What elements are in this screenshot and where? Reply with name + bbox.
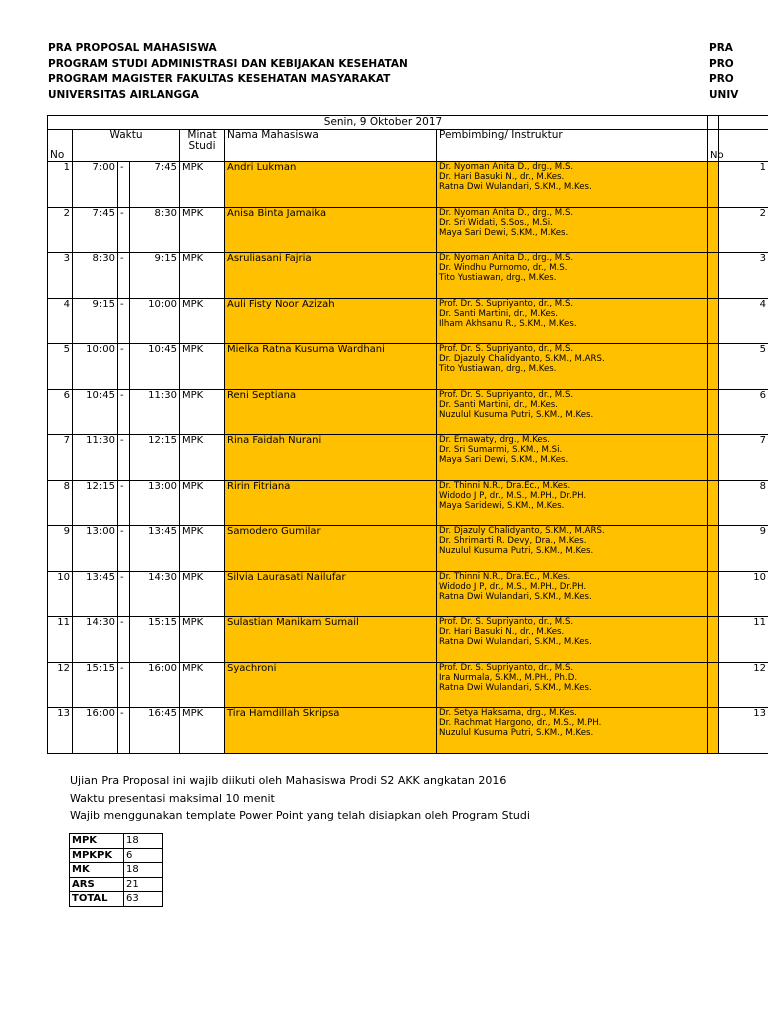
pembimbing-line: Maya Saridewi, S.KM., M.Kes. [439,500,565,511]
row-separator: - [118,435,130,481]
row-minat: MPK [180,480,225,526]
row-pembimbing [437,526,719,572]
pembimbing-line: Prof. Dr. S. Supriyanto, dr., M.S. [439,344,574,354]
row-nama: Silvia Laurasati Nailufar [225,571,437,617]
pembimbing-line: Dr. Nyoman Anita D., drg., M.S. [439,162,574,172]
row-start-time: 9:15 [73,298,118,344]
right-header-row [708,130,768,162]
col-header-minat-line1: Minat [187,129,217,141]
table-row [48,617,719,663]
pembimbing-line: Dr. Setya Haksama, drg., M.Kes. [439,708,577,718]
pembimbing-line: Dr. Thinni N.R., Dra.Ec., M.Kes. [439,480,571,491]
row-end-time: 8:30 [130,207,180,253]
row-no: 1 [48,162,73,208]
row-no: 13 [48,708,73,754]
right-row-no: 2 [708,207,768,253]
pembimbing-line: Dr. Ernawaty, drg., M.Kes. [439,435,550,445]
row-nama: Samodero Gumilar [225,526,437,572]
pembimbing-line: Dr. Shrimarti R. Devy, Dra., M.Kes. [439,536,587,546]
table-row [48,526,719,572]
row-no: 7 [48,435,73,481]
pembimbing-line: Dr. Nyoman Anita D., drg., M.S. [439,253,574,263]
pembimbing-line: Dr. Sri Sumarmi, S.KM., M.Si. [439,445,563,455]
summary-row [70,834,163,849]
pembimbing-line: Maya Sari Dewi, S.KM., M.Kes. [439,455,569,465]
right-table-row [708,389,768,435]
pembimbing-line: Nuzulul Kusuma Putri, S.KM., M.Kes. [439,728,594,738]
row-start-time: 15:15 [73,662,118,708]
right-row-no: 5 [708,344,768,390]
row-pembimbing [437,298,719,344]
col-header-no: No [48,130,73,162]
note-3: Wajib menggunakan template Power Point yang telah disiapkan oleh Program Studi [70,809,530,822]
row-no: 6 [48,389,73,435]
row-separator: - [118,480,130,526]
row-start-time: 13:45 [73,571,118,617]
row-end-time: 15:15 [130,617,180,663]
row-pembimbing [437,344,719,390]
right-table-row [708,480,768,526]
table-row [48,662,719,708]
row-minat: MPK [180,435,225,481]
header-right-1: PRA [709,42,733,54]
right-table-row [708,662,768,708]
row-nama: Andri Lukman [225,162,437,208]
row-start-time: 11:30 [73,435,118,481]
header-right-3: PRO [709,73,734,85]
row-separator: - [118,162,130,208]
summary-label: MPKPK [70,848,124,863]
summary-label: TOTAL [70,892,124,907]
pembimbing-line: Ratna Dwi Wulandari, S.KM., M.Kes. [439,637,592,647]
row-minat: MPK [180,207,225,253]
pembimbing-line: Ratna Dwi Wulandari, S.KM., M.Kes. [439,591,592,602]
col-header-minat [180,130,225,162]
pembimbing-line: Prof. Dr. S. Supriyanto, dr., M.S. [439,389,574,400]
row-pembimbing [437,662,719,708]
row-minat: MPK [180,162,225,208]
row-nama: Reni Septiana [225,389,437,435]
pembimbing-line: Ratna Dwi Wulandari, S.KM., M.Kes. [439,682,592,693]
table-row [48,344,719,390]
right-row-no: 11 [708,617,768,663]
pembimbing-line: Tito Yustiawan, drg., M.Kes. [439,273,557,283]
pembimbing-line: Ilham Akhsanu R., S.KM., M.Kes. [439,318,577,329]
table-row [48,207,719,253]
row-no: 10 [48,571,73,617]
right-date-row [708,116,768,130]
pembimbing-line: Maya Sari Dewi, S.KM., M.Kes. [439,227,569,238]
row-pembimbing [437,162,719,208]
row-pembimbing [437,617,719,663]
row-separator: - [118,389,130,435]
row-separator: - [118,708,130,754]
pembimbing-line: Prof. Dr. S. Supriyanto, dr., M.S. [439,617,574,627]
pembimbing-line: Nuzulul Kusuma Putri, S.KM., M.Kes. [439,546,594,556]
right-row-no: 6 [708,389,768,435]
row-no: 9 [48,526,73,572]
right-row-no: 9 [708,526,768,572]
row-nama: Ririn Fitriana [225,480,437,526]
row-no: 8 [48,480,73,526]
row-separator: - [118,617,130,663]
row-no: 11 [48,617,73,663]
table-row [48,253,719,299]
row-start-time: 13:00 [73,526,118,572]
row-nama: Tira Hamdillah Skripsa [225,708,437,754]
right-table-row [708,207,768,253]
pembimbing-line: Dr. Santi Martini, dr., M.Kes. [439,399,558,410]
right-table-row [708,253,768,299]
right-table-row [708,162,768,208]
row-minat: MPK [180,526,225,572]
summary-value: 18 [124,863,163,878]
header-line-4: UNIVERSITAS AIRLANGGA [48,88,199,101]
pembimbing-line: Dr. Hari Basuki N., dr., M.Kes. [439,627,565,637]
notes [70,772,530,825]
row-minat: MPK [180,253,225,299]
header-row [48,130,719,162]
pembimbing-line: Ira Nurmala, S.KM., M.PH., Ph.D. [439,672,578,683]
row-start-time: 7:45 [73,207,118,253]
summary-row [70,863,163,878]
row-pembimbing [437,708,719,754]
pembimbing-line: Tito Yustiawan, drg., M.Kes. [439,364,557,374]
header-line-3: PROGRAM MAGISTER FAKULTAS KESEHATAN MASYARAKAT [48,73,391,85]
summary-row [70,848,163,863]
row-separator: - [118,526,130,572]
right-date-cell [708,116,768,130]
right-row-no: 1 [708,162,768,208]
document-header [48,41,408,103]
pembimbing-line: Widodo J P, dr., M.S., M.PH., Dr.PH. [439,581,587,592]
pembimbing-line: Dr. Hari Basuki N., dr., M.Kes. [439,172,565,182]
summary-value: 18 [124,834,163,849]
col-header-nama: Nama Mahasiswa [225,130,437,162]
row-pembimbing [437,571,719,617]
note-2: Waktu presentasi maksimal 10 menit [70,791,275,805]
right-table-row [708,708,768,754]
summary-row [70,877,163,892]
row-nama: Rina Faidah Nurani [225,435,437,481]
pembimbing-line: Prof. Dr. S. Supriyanto, dr., M.S. [439,298,574,309]
right-table-row [708,617,768,663]
right-row-no: 7 [708,435,768,481]
header-line-2: PROGRAM STUDI ADMINISTRASI DAN KEBIJAKAN KESEHATAN [48,57,408,70]
pembimbing-line: Dr. Windhu Purnomo, dr., M.S. [439,263,568,273]
summary-value: 21 [124,877,163,892]
row-end-time: 9:15 [130,253,180,299]
pembimbing-line: Ratna Dwi Wulandari, S.KM., M.Kes. [439,182,592,192]
row-start-time: 12:15 [73,480,118,526]
row-end-time: 10:00 [130,298,180,344]
summary-row [70,892,163,907]
row-end-time: 12:15 [130,435,180,481]
summary-label: MPK [70,834,124,849]
right-table-row [708,526,768,572]
pembimbing-line: Dr. Rachmat Hargono, dr., M.S., M.PH. [439,718,602,728]
row-pembimbing [437,435,719,481]
row-separator: - [118,662,130,708]
row-nama: Sulastian Manikam Sumail [225,617,437,663]
header-right-4: UNIV [709,88,739,101]
right-row-no: 10 [708,571,768,617]
row-minat: MPK [180,571,225,617]
pembimbing-line: Dr. Nyoman Anita D., drg., M.S. [439,207,574,218]
row-pembimbing [437,480,719,526]
row-no: 5 [48,344,73,390]
row-no: 4 [48,298,73,344]
row-end-time: 7:45 [130,162,180,208]
table-row [48,389,719,435]
row-end-time: 16:45 [130,708,180,754]
row-separator: - [118,207,130,253]
row-minat: MPK [180,389,225,435]
pembimbing-line: Dr. Santi Martini, dr., M.Kes. [439,308,558,319]
pembimbing-line: Dr. Thinni N.R., Dra.Ec., M.Kes. [439,571,571,582]
note-1: Ujian Pra Proposal ini wajib diikuti oleh Mahasiswa Prodi S2 AKK angkatan 2016 [70,774,507,787]
table-row [48,162,719,208]
header-line-1: PRA PROPOSAL MAHASISWA [48,42,217,54]
row-pembimbing [437,207,719,253]
summary-table [69,833,163,907]
right-table-row [708,344,768,390]
col-header-minat-line2: Studi [188,140,216,152]
row-start-time: 16:00 [73,708,118,754]
row-end-time: 14:30 [130,571,180,617]
table-row [48,480,719,526]
row-start-time: 10:00 [73,344,118,390]
row-nama: Asruliasani Fajria [225,253,437,299]
right-row-no: 13 [708,708,768,754]
row-separator: - [118,344,130,390]
row-end-time: 13:45 [130,526,180,572]
table-row [48,435,719,481]
col-header-pembimbing: Pembimbing/ Instruktur [437,130,719,162]
row-nama: Mielka Ratna Kusuma Wardhani [225,344,437,390]
row-nama: Anisa Binta Jamaika [225,207,437,253]
row-minat: MPK [180,662,225,708]
pembimbing-line: Widodo J P, dr., M.S., M.PH., Dr.PH. [439,490,587,501]
pembimbing-line: Dr. Sri Widati, S.Sos., M.Si. [439,217,553,228]
table-row [48,708,719,754]
row-end-time: 11:30 [130,389,180,435]
right-row-no: 3 [708,253,768,299]
summary-value: 6 [124,848,163,863]
pembimbing-line: Dr. Djazuly Chalidyanto, S.KM., M.ARS. [439,354,605,364]
row-minat: MPK [180,298,225,344]
row-start-time: 14:30 [73,617,118,663]
row-separator: - [118,253,130,299]
row-pembimbing [437,253,719,299]
schedule-table [47,115,719,754]
right-table-row [708,571,768,617]
row-end-time: 13:00 [130,480,180,526]
row-separator: - [118,298,130,344]
row-end-time: 16:00 [130,662,180,708]
summary-value: 63 [124,892,163,907]
row-minat: MPK [180,344,225,390]
schedule-table-right-cutoff [707,115,768,754]
right-row-no: 12 [708,662,768,708]
row-start-time: 7:00 [73,162,118,208]
document-header-right-cutoff [709,41,768,103]
row-no: 12 [48,662,73,708]
pembimbing-line: Prof. Dr. S. Supriyanto, dr., M.S. [439,662,574,673]
row-start-time: 8:30 [73,253,118,299]
right-table-row [708,435,768,481]
row-end-time: 10:45 [130,344,180,390]
date-row [48,116,719,130]
header-right-2: PRO [709,57,734,70]
summary-label: MK [70,863,124,878]
row-nama: Auli Fisty Noor Azizah [225,298,437,344]
row-no: 2 [48,207,73,253]
table-row [48,571,719,617]
pembimbing-line: Dr. Djazuly Chalidyanto, S.KM., M.ARS. [439,526,605,536]
right-col-header-no: No [708,130,768,162]
row-start-time: 10:45 [73,389,118,435]
row-pembimbing [437,389,719,435]
right-row-no: 4 [708,298,768,344]
row-nama: Syachroni [225,662,437,708]
col-header-waktu: Waktu [73,130,180,162]
right-row-no: 8 [708,480,768,526]
summary-label: ARS [70,877,124,892]
row-no: 3 [48,253,73,299]
schedule-date: Senin, 9 Oktober 2017 [48,116,719,130]
table-row [48,298,719,344]
row-minat: MPK [180,617,225,663]
row-minat: MPK [180,708,225,754]
row-separator: - [118,571,130,617]
right-table-row [708,298,768,344]
pembimbing-line: Nuzulul Kusuma Putri, S.KM., M.Kes. [439,409,594,420]
